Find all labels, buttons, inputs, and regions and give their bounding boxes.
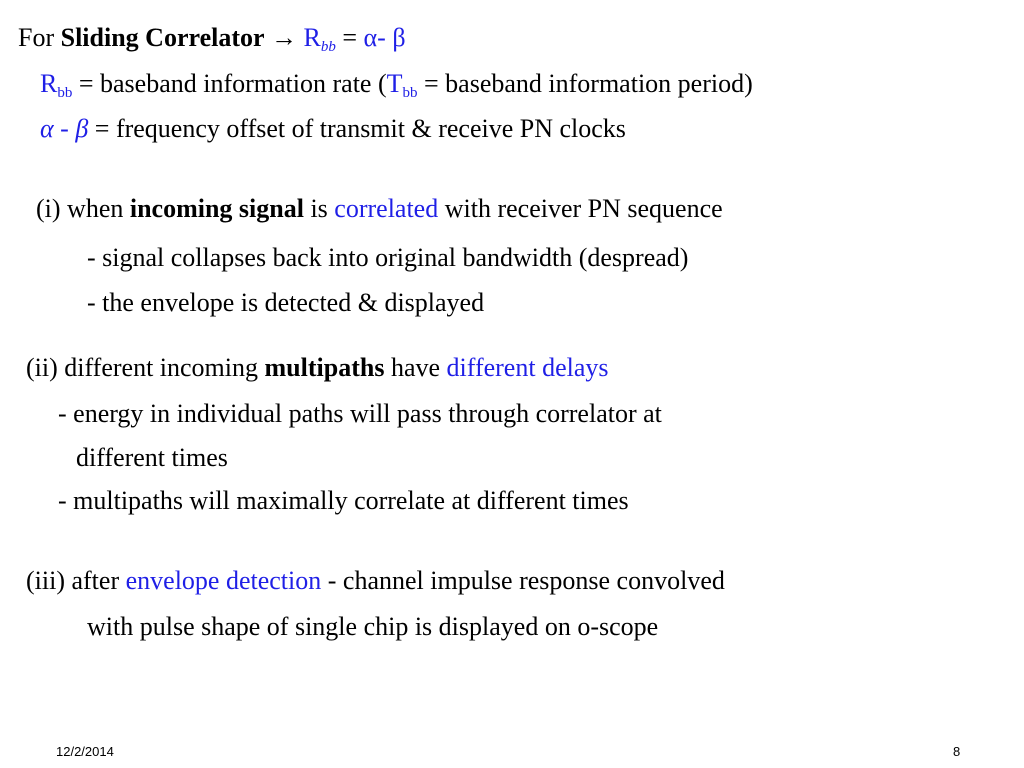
point-2-heading: [26, 352, 609, 384]
point-1-prefix: (i) when: [36, 194, 130, 223]
alpha-symbol: α: [40, 114, 54, 143]
point-1-suffix: with receiver PN sequence: [438, 194, 723, 223]
rbb-r-sub: bb: [57, 85, 73, 101]
rbb-text1: = baseband information rate (: [72, 69, 387, 98]
point-2-bullet-1-line-1: - energy in individual paths will pass through correlator at: [58, 399, 662, 428]
title-r: R: [303, 23, 321, 52]
point-1-mid: is: [303, 194, 335, 223]
rbb-t-sub: bb: [402, 85, 418, 101]
point-3-line-2: with pulse shape of single chip is displayed on o-scope: [87, 612, 659, 641]
arrow-icon: →: [264, 23, 304, 52]
point-3-heading: [26, 565, 725, 597]
offset-text: = frequency offset of transmit & receive PN clocks: [88, 114, 626, 143]
point-1-bold: incoming signal: [129, 194, 304, 223]
page-number: 8: [953, 744, 961, 759]
point-1-heading: [36, 193, 723, 225]
offset-dash: -: [53, 114, 76, 143]
rbb-definition: [40, 68, 753, 100]
rbb-text2: = baseband information period): [417, 69, 753, 98]
rbb-r: R: [40, 69, 58, 98]
point-2-bullet-1-line-2: different times: [76, 443, 228, 472]
title-r-sub: bb: [320, 39, 336, 55]
title-prefix: For: [18, 23, 61, 52]
point-1-blue: correlated: [334, 194, 439, 223]
point-3-prefix: (iii) after: [26, 566, 126, 595]
point-2-mid: have: [384, 353, 447, 382]
offset-definition: [40, 113, 626, 145]
beta-symbol: β: [75, 114, 89, 143]
title-eq: =: [335, 23, 364, 52]
point-2-blue: different delays: [446, 353, 609, 382]
title-bold: Sliding Correlator: [60, 23, 265, 52]
slide-title: [18, 22, 406, 54]
point-1-bullet-1: - signal collapses back into original bandwidth (despread): [87, 243, 689, 272]
point-2-prefix: (ii) different incoming: [26, 353, 265, 382]
point-3-blue: envelope detection: [125, 566, 322, 595]
point-3-suffix: - channel impulse response convolved: [321, 566, 725, 595]
rbb-t: T: [386, 69, 403, 98]
point-2-bold: multipaths: [264, 353, 385, 382]
title-expr: α- β: [363, 23, 406, 52]
footer-date: 12/2/2014: [56, 744, 114, 759]
point-1-bullet-2: - the envelope is detected & displayed: [87, 288, 485, 317]
point-2-bullet-2: - multipaths will maximally correlate at different times: [58, 486, 629, 515]
